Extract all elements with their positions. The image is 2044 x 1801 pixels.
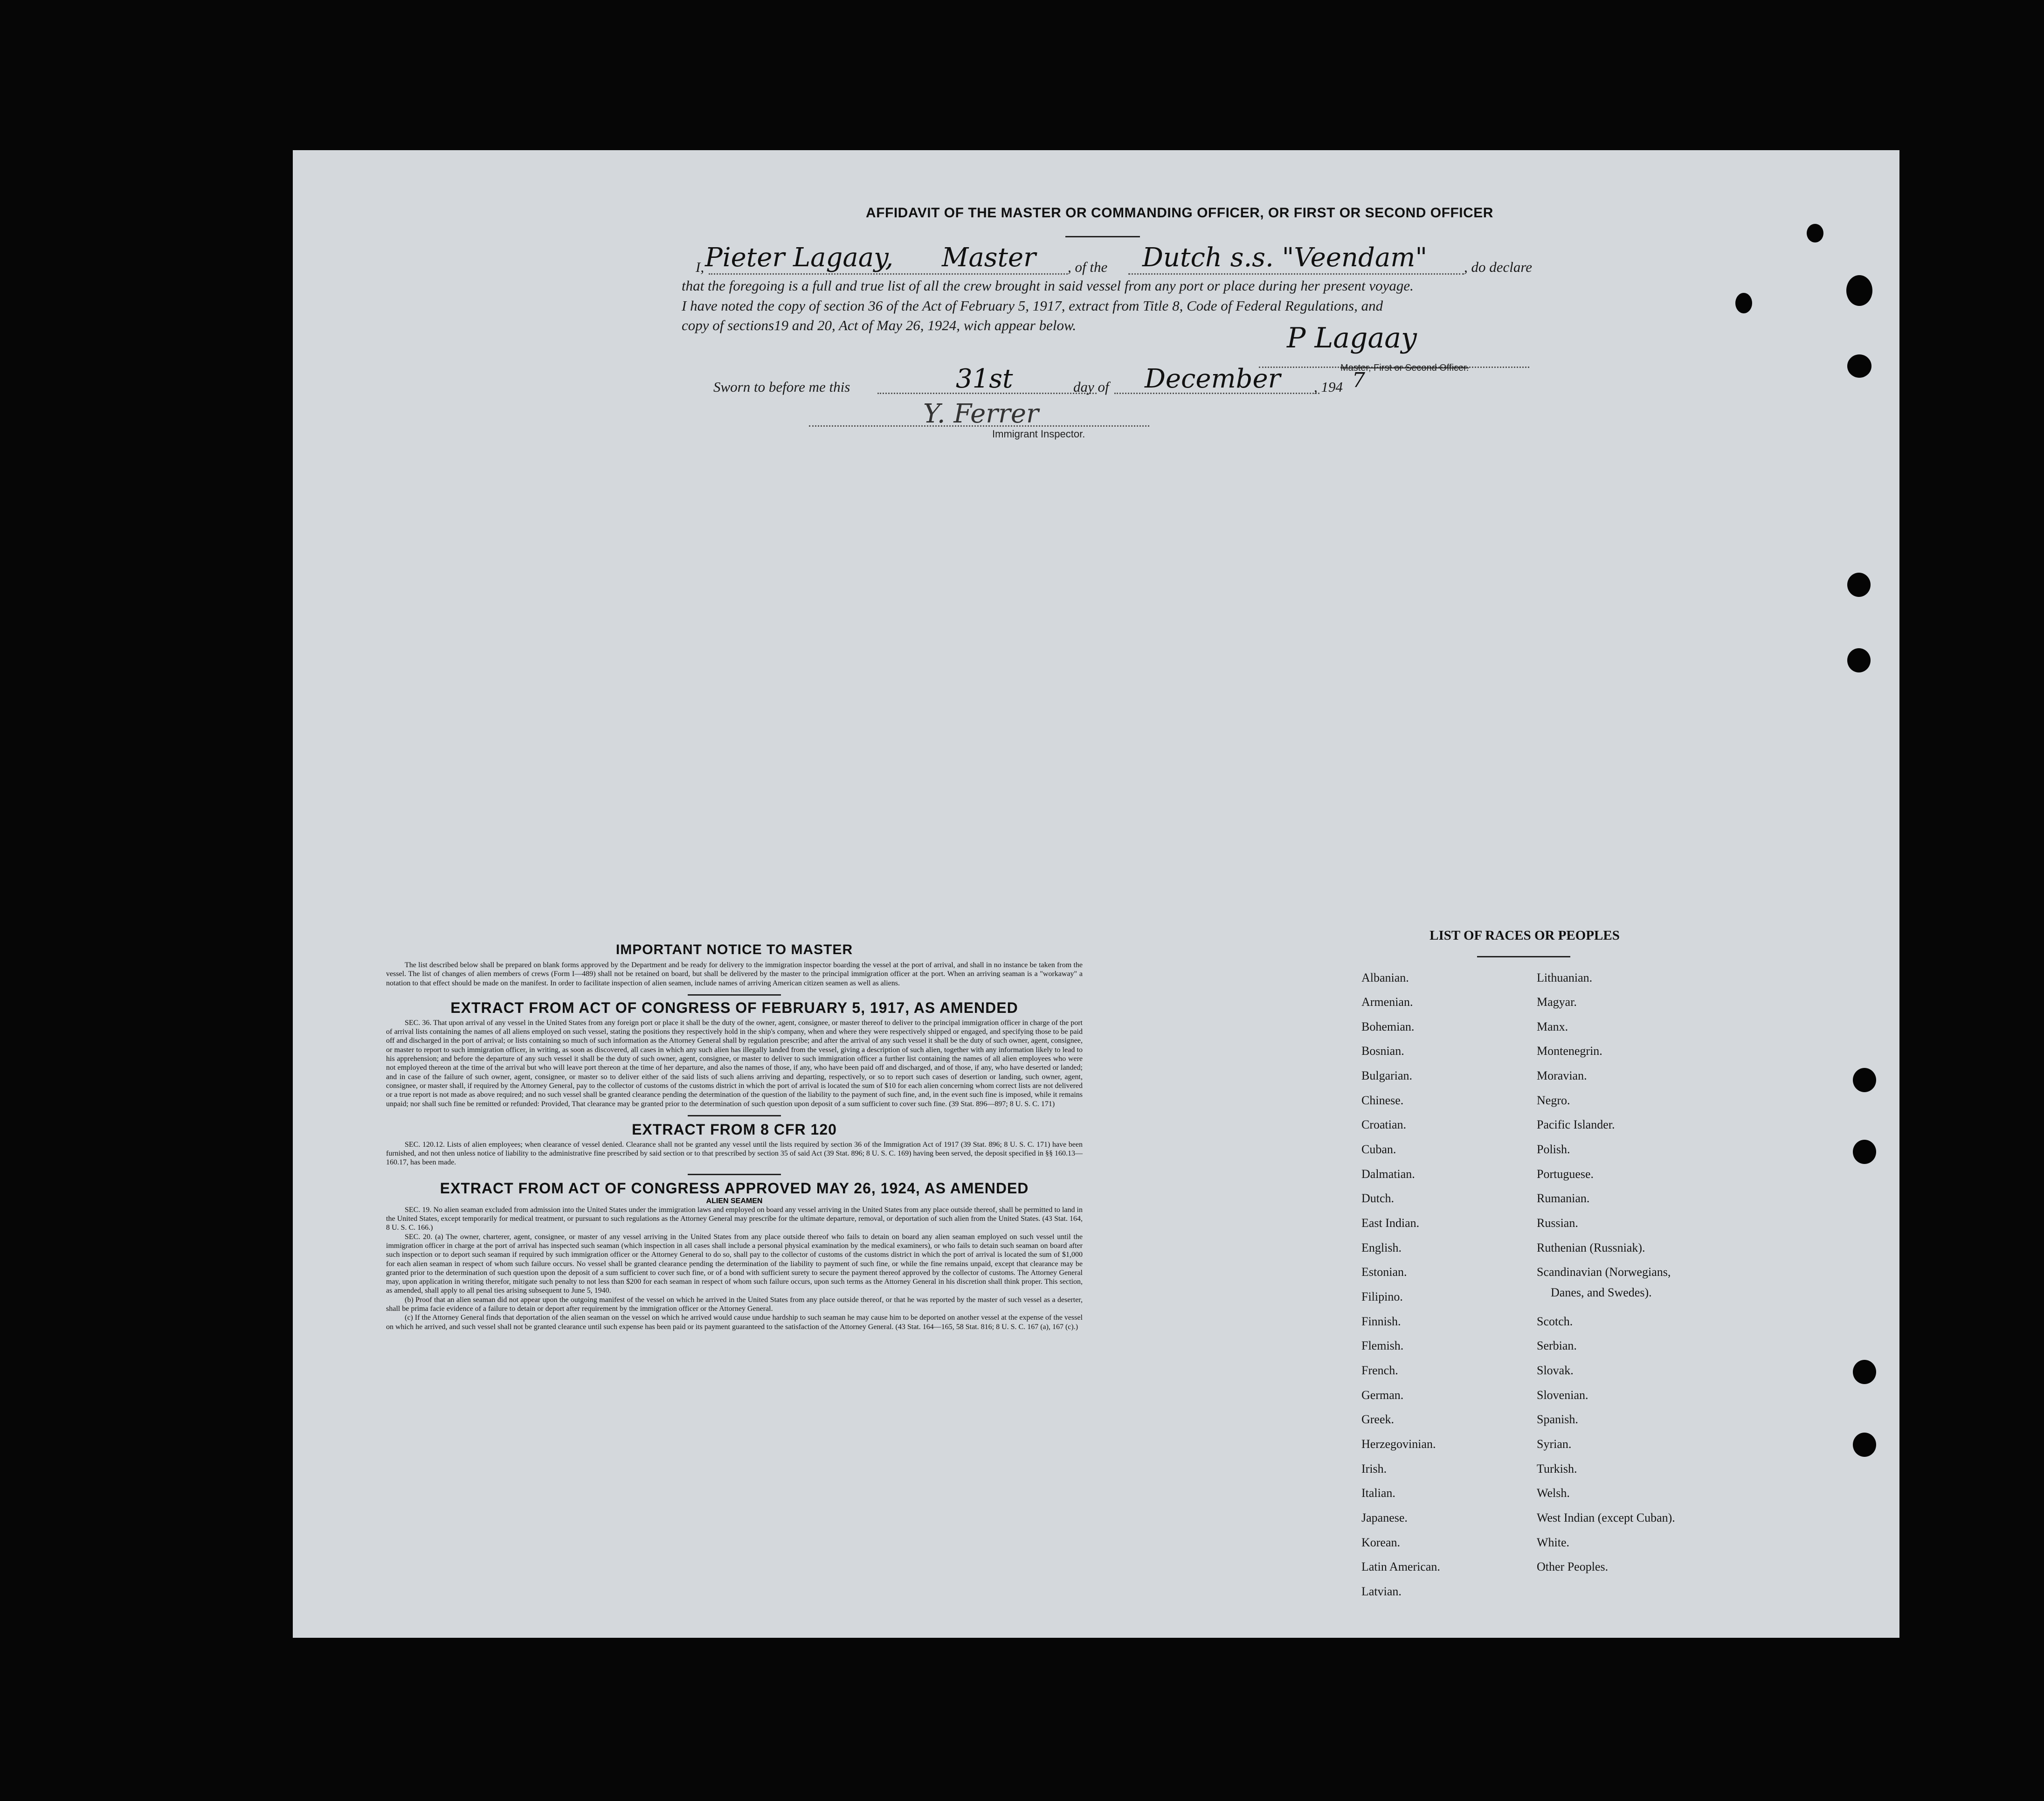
inspector-caption: Immigrant Inspector. (992, 428, 1085, 440)
year-prefix: , 194 (1314, 379, 1343, 395)
sworn-label: Sworn to before me this (713, 379, 850, 395)
punch-hole (1853, 1360, 1876, 1384)
race-item: White. (1537, 1536, 1570, 1549)
master-signature: P Lagaay (1287, 322, 1417, 354)
races-title-rule (1477, 956, 1570, 957)
punch-hole (1853, 1068, 1876, 1092)
race-item: Albanian. (1361, 971, 1409, 984)
extract-1924-subtitle: ALIEN SEAMEN (706, 1197, 763, 1205)
race-item: Polish. (1537, 1143, 1570, 1156)
race-item: Scandinavian (Norwegians, (1537, 1265, 1671, 1279)
race-item: English. (1361, 1241, 1402, 1254)
race-item: Lithuanian. (1537, 971, 1593, 984)
sworn-year-digit: 7 (1352, 368, 1365, 392)
race-item: Greek. (1361, 1413, 1395, 1426)
punch-hole (1807, 224, 1823, 242)
punch-hole (1847, 573, 1871, 597)
race-item: Bohemian. (1361, 1020, 1415, 1033)
race-item: Portuguese. (1537, 1167, 1594, 1181)
race-item: Ruthenian (Russniak). (1537, 1241, 1645, 1254)
document-page (293, 150, 1899, 1638)
punch-hole (1735, 293, 1752, 313)
race-item: Bosnian. (1361, 1044, 1404, 1058)
punch-hole (1847, 354, 1871, 378)
extract-1917-text: SEC. 36. That upon arrival of any vessel in the United States from any foreign port or place it shall be the duty of the owner, agent, consignee, or master thereof to deliver to the principal immigration officer in charge of the port of arrival lists containing the names of all aliens employed on such vessel, stating the positions they respectively hold in the ship's company, when and where they were respectively shipped or engaged, and specifying those to be paid off and discharged in the port of arrival; or lists containing so much of such information as the Attorney General shall by regulation prescribe; and after the arrival of any such vessel it shall be the duty of such owner, agent, consignee, or master to report to such immigration officer, in writing, as soon as discovered, all cases in which any such alien has illegally landed from the vessel, giving a description of such alien, together with any information likely to lead to his apprehension; and before the departure of any such vessel it shall be the duty of such owner, agent, consignee, or master to deliver to such immigration officer a further list containing the names of all alien employees who were not employed thereon at the time of the arrival but who will leave port thereon at the time of her departure, and also the names of those, if any, who have been paid off and discharged, and of those, if any, who have deserted or landed; and in case of the failure of such owner, agent, consignee, or master so to deliver either of the said lists of such aliens arriving and departing, respectively, or so to report such cases of desertion or landing, such owner, agent, consignee, or master shall, if required by the Attorney General, pay to the collector of customs of the customs district in which the port of arrival is located the sum of $10 for each alien concerning whom correct lists are not delivered or a true report is not made as above required; and no such vessel shall be granted clearance pending the determination of the question of the liability to the payment of such fine, and, in the event such fine is imposed, while it remains unpaid; nor shall such fine be remitted or refunded: Provided, That clearance may be granted prior to the determination of such question upon deposit of a sum sufficient to cover such fine. (39 Stat. 896—897; 8 U. S. C. 171) (386, 1018, 1083, 1108)
race-item: Rumanian. (1537, 1191, 1590, 1205)
inspector-signature: Y. Ferrer (923, 399, 1039, 429)
extract-cfr-title: EXTRACT FROM 8 CFR 120 (632, 1121, 837, 1138)
name-line (709, 273, 1068, 275)
master-name: Pieter Lagaay, (705, 242, 894, 273)
of-the-label: , of the (1068, 259, 1108, 275)
race-item: Dutch. (1361, 1191, 1395, 1205)
vessel-name: Dutch s.s. "Veendam" (1142, 242, 1428, 273)
race-item: Slovenian. (1537, 1388, 1588, 1402)
race-item: Croatian. (1361, 1118, 1407, 1131)
race-item: Magyar. (1537, 995, 1577, 1009)
race-item: Moravian. (1537, 1069, 1587, 1082)
race-item: Negro. (1537, 1094, 1570, 1107)
extract-1924-sec20c: (c) If the Attorney General finds that deportation of the alien seaman on the vessel on which he arrived would cause undue hardship to such seaman he may cause him to be deported on another vessel at the expense of the vessel on which he arrived, and such vessel shall not be granted clearance until such expense has been paid or its payment guaranteed to the satisfaction of the Attorney General. (43 Stat. 164—165, 58 Stat. 816; 8 U. S. C. 167 (a), 167 (c).) (386, 1314, 1083, 1331)
race-item: Italian. (1361, 1486, 1395, 1500)
race-item: Bulgarian. (1361, 1069, 1413, 1082)
race-item: German. (1361, 1388, 1404, 1402)
race-item: Latin American. (1361, 1560, 1440, 1573)
do-declare-label: , do declare (1464, 259, 1533, 275)
race-item: Filipino. (1361, 1290, 1403, 1303)
day-of-label: day of (1073, 379, 1109, 395)
i-label: I, (696, 259, 704, 275)
race-item: Flemish. (1361, 1339, 1404, 1352)
sworn-day: 31st (956, 364, 1013, 394)
race-item: French. (1361, 1364, 1398, 1377)
race-item: Syrian. (1537, 1437, 1572, 1451)
race-item: Herzegovinian. (1361, 1437, 1436, 1451)
race-item: Danes, and Swedes). (1551, 1286, 1652, 1299)
affidavit-title: AFFIDAVIT OF THE MASTER OR COMMANDING OFFICER, OR FIRST OR SECOND OFFICER (866, 205, 1493, 221)
affidavit-body-line-2: I have noted the copy of section 36 of the Act of February 5, 1917, extract from Title 8, Code of Federal Regulations, and (682, 298, 1383, 314)
race-item: Chinese. (1361, 1094, 1404, 1107)
vessel-line (1128, 273, 1464, 275)
master-rank: Master (942, 242, 1036, 273)
inspector-line (809, 425, 1149, 427)
punch-hole (1853, 1433, 1876, 1457)
extract-1924-sec20b: (b) Proof that an alien seaman did not appear upon the outgoing manifest of the vessel on which he arrived in the United States from any place outside thereof, or that he was reported by the master of such vessel as a deserter, shall be prima facie evidence of a failure to detain or deport after requirement by the immigration officer or the Attorney General. (386, 1295, 1083, 1313)
race-item: Welsh. (1537, 1486, 1570, 1500)
affidavit-body-line-1: that the foregoing is a full and true list of all the crew brought in said vessel from any port or place during her present voyage. (682, 277, 1414, 294)
title-rule (1065, 236, 1140, 237)
race-item: Cuban. (1361, 1143, 1396, 1156)
punch-hole (1853, 1140, 1876, 1164)
extract-1917-title: EXTRACT FROM ACT OF CONGRESS OF FEBRUARY 5, 1917, AS AMENDED (450, 999, 1018, 1016)
extract-1924-sec20a: SEC. 20. (a) The owner, charterer, agent, consignee, or master of any vessel arriving in the United States from any place outside thereof who fails to detain on board any alien seaman employed on such vessel until the immigration officer in charge at the port of arrival has inspected such seaman (which inspection in all cases shall include a personal physical examination by the medical examiners), or who fails to detain such seaman on board after such inspection or to deport such seaman if required by such immigration officer or the Attorney General to do so, shall pay to the collector of customs of the customs district in which the port of arrival is located the sum of $1,000 for each alien seaman in respect of whom such failure occurs. No vessel shall be granted clearance pending the determination of the liability to payment of such fine, or while the fine remains unpaid, except that clearance may be granted prior to the determination of such question upon the deposit of a sum sufficient to cover such fine, or of a bond with sufficient surety to secure the payment thereof approved by the collector of customs. The Attorney General may, upon application in writing therefor, mitigate such penalty to not less than $200 for each seaman in respect of whom such failure occurs, upon such terms as the Attorney General in his discretion shall think proper. This section, as amended, shall apply to all penal ties arising subsequent to June 5, 1940. (386, 1233, 1083, 1295)
race-item: Korean. (1361, 1536, 1401, 1549)
punch-hole (1847, 648, 1871, 672)
race-item: Latvian. (1361, 1585, 1402, 1598)
race-item: East Indian. (1361, 1216, 1420, 1230)
race-item: Finnish. (1361, 1315, 1401, 1328)
affidavit-body-line-3: copy of sections19 and 20, Act of May 26, 1924, wich appear below. (682, 317, 1077, 333)
race-item: Irish. (1361, 1462, 1387, 1475)
race-item: Dalmatian. (1361, 1167, 1415, 1181)
extract-cfr-text: SEC. 120.12. Lists of alien employees; when clearance of vessel denied. Clearance shall not be granted any vessel until the lists required by section 36 of the Immigration Act of 1917 (39 Stat. 896; 8 U. S. C. 171) have been furnished, and not then unless notice of liability to the administrative fine prescribed by said section or to that prescribed by section 35 of said Act (39 Stat. 896; 8 U. S. C. 169) having been served, the deposit specified in §§ 160.13—160.17, has been made. (386, 1140, 1083, 1167)
race-item: Estonian. (1361, 1265, 1407, 1279)
race-item: West Indian (except Cuban). (1537, 1511, 1675, 1524)
race-item: Scotch. (1537, 1315, 1573, 1328)
race-item: Manx. (1537, 1020, 1568, 1033)
race-item: Russian. (1537, 1216, 1578, 1230)
race-item: Slovak. (1537, 1364, 1574, 1377)
punch-hole (1846, 275, 1872, 306)
extract-1924-sec19: SEC. 19. No alien seaman excluded from admission into the United States under the immigration laws and employed on board any vessel arriving in the United States from any place outside thereof, shall be permitted to land in the United States, except temporarily for medical treatment, or pursuant to such regulations as the Attorney General may prescribe for the ultimate departure, removal, or deportation of such alien from the United States. (43 Stat. 164, 8 U. S. C. 166.) (386, 1205, 1083, 1232)
race-item: Armenian. (1361, 995, 1413, 1009)
races-title: LIST OF RACES OR PEOPLES (1429, 928, 1620, 943)
sworn-month: December (1145, 364, 1281, 394)
race-item: Spanish. (1537, 1413, 1578, 1426)
race-item: Japanese. (1361, 1511, 1408, 1524)
race-item: Turkish. (1537, 1462, 1577, 1475)
race-item: Montenegrin. (1537, 1044, 1602, 1058)
race-item: Serbian. (1537, 1339, 1577, 1352)
extract-1924-title: EXTRACT FROM ACT OF CONGRESS APPROVED MAY 26, 1924, AS AMENDED (440, 1179, 1029, 1197)
notice-column (386, 942, 1083, 1331)
master-caption: Master, First or Second Officer. (1340, 363, 1469, 373)
race-item: Other Peoples. (1537, 1560, 1609, 1573)
notice-text: The list described below shall be prepared on blank forms approved by the Department and be ready for delivery to the immigration inspector boarding the vessel at the port of arrival, and shall in no instance be taken from the vessel. The list of changes of alien members of crews (Form I—489) shall not be retained on board, but shall be delivered by the master to the principal immigration officer at the port. When an arriving seaman is a "workaway" a notation to that effect should be made on the manifest. In order to facilitate inspection of alien seamen, include names of arriving American citizen seamen as well as aliens. (386, 961, 1083, 987)
race-item: Pacific Islander. (1537, 1118, 1615, 1131)
notice-title: IMPORTANT NOTICE TO MASTER (615, 942, 853, 957)
